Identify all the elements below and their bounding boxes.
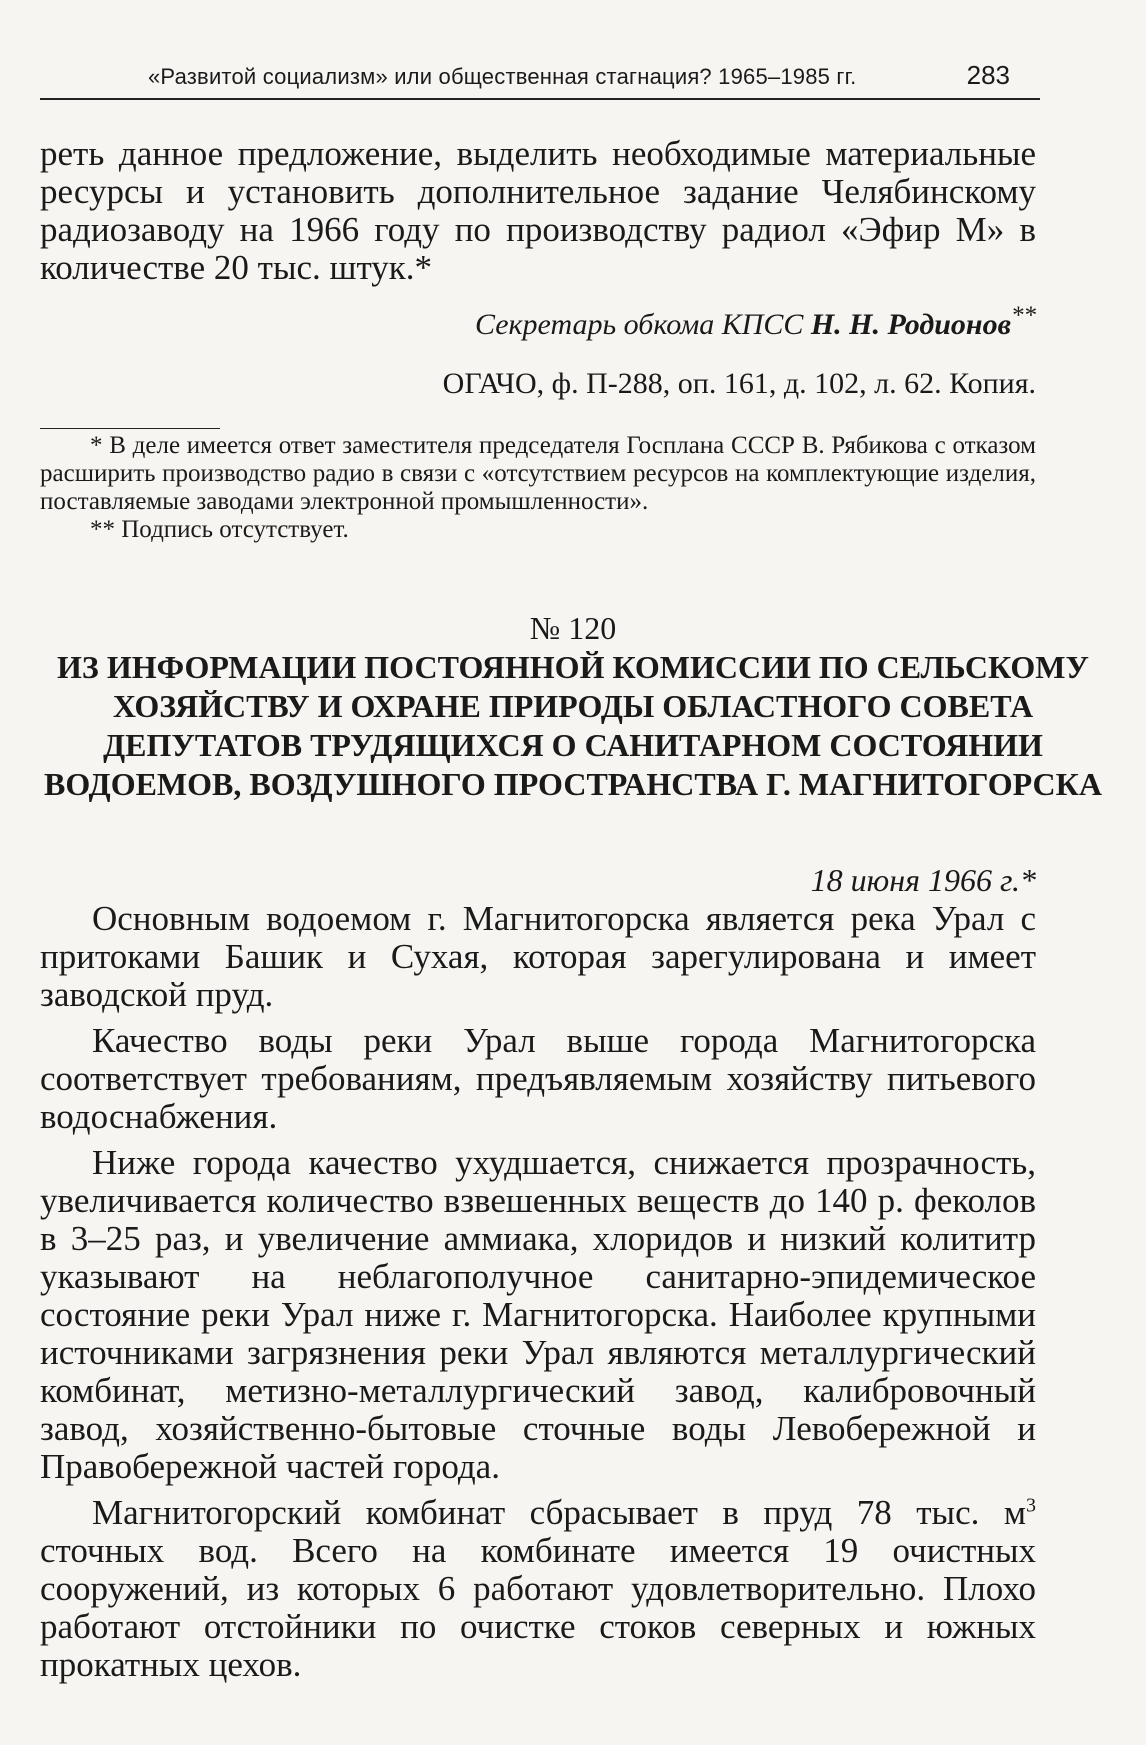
footnotes (40, 432, 1036, 544)
footnote-1: * В деле имеется ответ заместителя председателя Госплана СССР В. Рябикова с отказом расширить производство радио в связи с «отсутствием ресурсов на комплектующие изделия, поставляемые заводами электронной промышленности». (40, 432, 1036, 515)
body-paragraph-4 (40, 1494, 1036, 1684)
continuation-paragraph: реть данное предложение, выделить необходимые материальные ресурсы и установить дополнительное задание Челябинскому радиозаводу на 1966 году по производству радиол «Эфир М» в количестве 20 тыс. штук.* (40, 134, 1036, 287)
body-paragraph-1: Основным водоемом г. Магнитогорска является река Урал с притоками Башик и Сухая, которая зарегулирована и имеет заводской пруд. (40, 899, 1036, 1014)
signature-position: Секретарь обкома КПСС (474, 308, 804, 341)
page-number: 283 (966, 60, 1010, 90)
footnote-divider (40, 428, 220, 429)
body-paragraph-3: Ниже города качество ухудшается, снижается прозрачность, увеличивается количество взвешенных веществ до 140 р. феколов в 3–25 раз, и увеличение аммиака, хлоридов и низкий колититр указывают на неблагополучное санитарно-эпидемическое состояние реки Урал ниже г. Магнитогорска. Наиболее крупными источниками загрязнения реки Урал являются металлургический комбинат, метизно-металлургический завод, калибровочный завод, хозяйственно-бытовые сточные воды Левобережной и Правобережной частей города. (40, 1143, 1036, 1486)
document-number: № 120 (529, 610, 617, 646)
signature-mark: ** (1011, 302, 1036, 329)
body-paragraph-4-end: сточных вод. Всего на комбинате имеется 19 очистных сооружений, из которых 6 работают удовлетворительно. Плохо работают отстойники по очистке стоков северных и южных прокатных цехов. (40, 1531, 1036, 1684)
running-header (40, 58, 1040, 100)
footnote-2: ** Подпись отсутствует. (90, 516, 349, 543)
body-paragraph-4-start: Магнитогорский комбинат сбрасывает в пруд 78 тыс. м (92, 1493, 1026, 1532)
archive-reference: ОГАЧО, ф. П-288, оп. 161, д. 102, л. 62. Копия. (442, 367, 1036, 400)
signature (475, 302, 1036, 342)
signature-name: Н. Н. Родионов (810, 308, 1011, 341)
superscript-3: 3 (1026, 1494, 1036, 1517)
document-body (40, 900, 1036, 1692)
document-date: 18 июня 1966 г.* (810, 862, 1036, 898)
running-header-title: «Развитой социализм» или общественная стагнация? 1965–1985 гг. (148, 64, 857, 89)
body-paragraph-2: Качество воды реки Урал выше города Магнитогорска соответствует требованиям, предъявляемым хозяйству питьевого водоснабжения. (40, 1021, 1036, 1136)
document-title: ИЗ ИНФОРМАЦИИ ПОСТОЯННОЙ КОМИССИИ ПО СЕЛЬСКОМУ ХОЗЯЙСТВУ И ОХРАНЕ ПРИРОДЫ ОБЛАСТНОГО СОВЕТА ДЕПУТАТОВ ТРУДЯЩИХСЯ О САНИТАРНОМ СОСТОЯНИИ ВОДОЕМОВ, ВОЗДУШНОГО ПРОСТРАНСТВА Г. МАГНИТОГОРСКА (44, 649, 1102, 802)
